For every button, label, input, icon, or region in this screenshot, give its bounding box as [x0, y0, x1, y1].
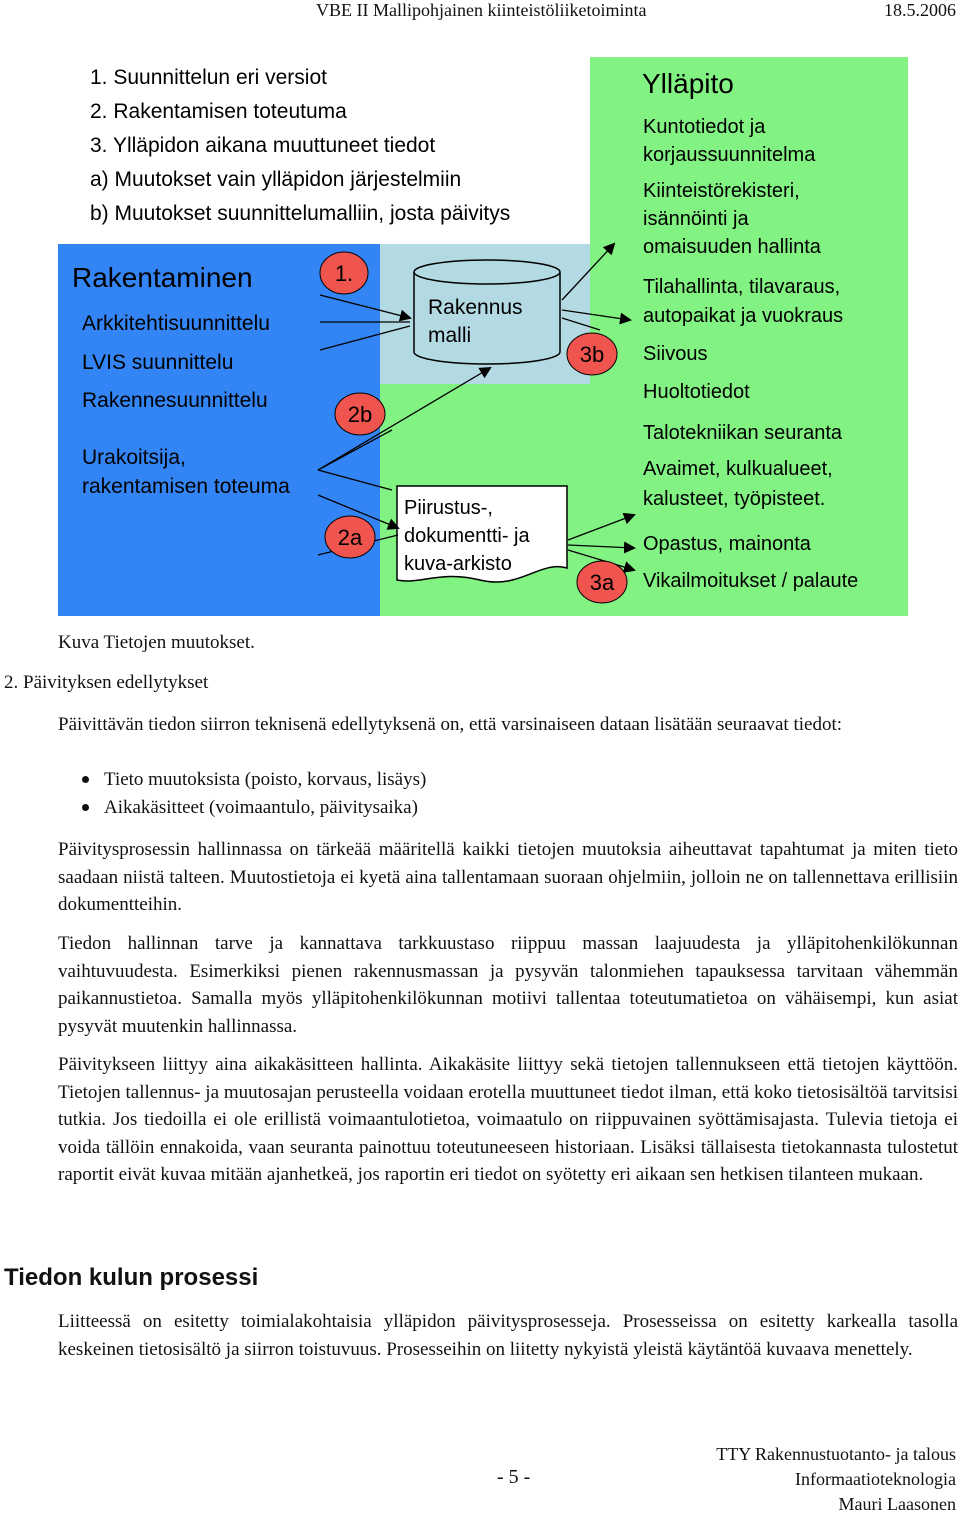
top-list-item: 1. Suunnittelun eri versiot	[90, 66, 327, 89]
yllapito-item: omaisuuden hallinta	[643, 236, 821, 258]
rakentaminen-item: Rakennesuunnittelu	[82, 389, 268, 412]
section-heading: 2. Päivityksen edellytykset	[4, 672, 209, 693]
yllapito-item: autopaikat ja vuokraus	[643, 305, 844, 327]
yllapito-item: Kiinteistörekisteri,	[643, 180, 800, 202]
rakentaminen-area	[58, 244, 380, 616]
list-item-text: Tieto muutoksista (poisto, korvaus, lisäys)	[104, 769, 427, 790]
section-heading: Tiedon kulun prosessi	[4, 1264, 259, 1291]
paragraph: Liitteessä on esitetty toimialakohtaisia ylläpidon päivitysprosesseja. Prosesseissa on esitetty karkealla tasolla keskeinen tietosisältö ja siirron toistuvuus. Prosesseihin on liitetty nykyistä yleistä käytäntöä kuvaava menettely.	[58, 1311, 958, 1360]
paragraph: Päivittävän tiedon siirron teknisenä edellytyksenä on, että varsinaiseen dataan lisätään seuraavat tiedot:	[58, 714, 843, 735]
yllapito-item: Tilahallinta, tilavaraus,	[643, 276, 841, 298]
bullet-list	[82, 766, 426, 821]
marker-2b: 2b	[347, 402, 373, 427]
page-number: - 5 -	[497, 1466, 531, 1488]
rakentaminen-item: Arkkitehtisuunnittelu	[82, 312, 270, 335]
marker-2a: 2a	[337, 525, 363, 550]
list-item	[82, 766, 426, 794]
yllapito-item: Kuntotiedot ja	[643, 116, 766, 138]
top-list-item: b) Muutokset suunnittelumalliin, josta päivitys	[90, 202, 511, 225]
paragraph: Tiedon hallinnan tarve ja kannattava tarkkuustaso riippuu massan laajuudesta ja ylläpitohenkilökunnan vaihtuvuudesta. Esimerkiksi pienen rakennusmassan ja pysyvän talonmiehen tapauksessa tarvitaan vähemmän paikannustietoa. Samalla myös ylläpitohenkilökunnan motiivi tallentaa toteutumatietoa on vähäisempi, kun asiat pysyvät muutenkin hallinnassa.	[58, 933, 958, 1037]
yllapito-item: Talotekniikan seuranta	[643, 422, 843, 444]
footer-org: TTY Rakennustuotanto- ja talous	[716, 1444, 956, 1464]
yllapito-item: korjaussuunnitelma	[643, 144, 816, 166]
data-change-diagram	[0, 0, 960, 630]
top-list-item: 3. Ylläpidon aikana muuttuneet tiedot	[90, 134, 436, 157]
footer-info	[716, 1442, 956, 1517]
list-item	[82, 794, 426, 822]
bullet-icon	[82, 804, 89, 811]
footer-org: Informaatioteknologia	[795, 1469, 956, 1489]
top-list-item: a) Muutokset vain ylläpidon järjestelmiin	[90, 168, 462, 191]
rakentaminen-item: rakentamisen toteuma	[82, 475, 290, 498]
archive-label: kuva-arkisto	[404, 553, 512, 575]
rakentaminen-item: Urakoitsija,	[82, 446, 186, 469]
yllapito-item: Huoltotiedot	[643, 381, 750, 403]
yllapito-item: Avaimet, kulkualueet,	[643, 458, 833, 480]
model-label: malli	[428, 324, 472, 347]
bullet-icon	[82, 776, 89, 783]
yllapito-item: Siivous	[643, 343, 708, 365]
marker-3a: 3a	[589, 570, 615, 595]
yllapito-item: isännöinti ja	[643, 208, 749, 230]
model-label: Rakennus	[428, 296, 523, 319]
paragraph: Päivitysprosessin hallinnassa on tärkeää määritellä kaikki tietojen muutoksia aiheuttavat tapahtumat ja miten tieto saadaan niistä talteen. Muutostietoja ei kyetä aina tallentamaan suoraan ohjelmiin, jolloin ne on tallennettava erillisiin dokumentteihin.	[58, 839, 958, 915]
top-list-item: 2. Rakentamisen toteutuma	[90, 100, 347, 123]
yllapito-title: Ylläpito	[642, 68, 734, 99]
marker-1: 1.	[334, 261, 354, 286]
archive-label: Piirustus-,	[404, 497, 493, 519]
list-item-text: Aikakäsitteet (voimaantulo, päivitysaika)	[104, 796, 418, 818]
rakentaminen-title: Rakentaminen	[72, 262, 253, 293]
paragraph: Päivitykseen liittyy aina aikakäsitteen hallinta. Aikakäsite liittyy sekä tietojen tallennukseen että tietojen käyttöön. Tietojen tallennus- ja muutosajan perusteella voidaan erotella muuttuneet tiedot ilman, että koko tietosisältöä tarvitsisi tutkia. Jos tiedoilla ei ole erillistä voimaantulotietoa, voimaatulo on riippuvainen syöttämisajasta. Tulevia tietoja ei voida tällöin ennakoida, vaan seuranta painottuu toteutuneeseen historiaan. Lisäksi tällaisesta tietokannasta tulostetut raportit eivät kuvaa mitään ajanhetkeä, jos raportin eri tiedot on syötetty eri aikaan sen hetkisen tilanteen mukaan.	[58, 1054, 958, 1185]
header-date: 18.5.2006	[884, 0, 956, 20]
rakentaminen-item: LVIS suunnittelu	[82, 351, 234, 374]
yllapito-item: kalusteet, työpisteet.	[643, 488, 826, 510]
footer-author: Mauri Laasonen	[838, 1494, 956, 1514]
figure-caption: Kuva Tietojen muutokset.	[58, 632, 255, 653]
header-title: VBE II Mallipohjainen kiinteistöliiketoiminta	[316, 0, 647, 20]
archive-label: dokumentti- ja	[404, 525, 530, 547]
yllapito-item: Vikailmoitukset / palaute	[643, 570, 859, 592]
yllapito-item: Opastus, mainonta	[643, 533, 811, 555]
marker-3b: 3b	[579, 342, 605, 367]
